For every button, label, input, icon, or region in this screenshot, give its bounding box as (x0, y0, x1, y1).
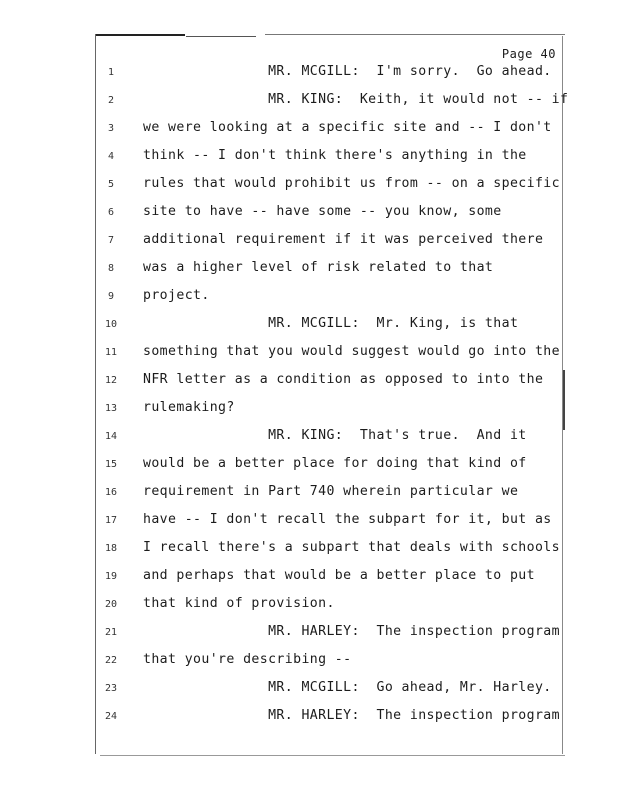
border-line-bottom (100, 755, 565, 756)
page-number-label: Page 40 (501, 47, 556, 61)
line-number: 17 (104, 515, 118, 526)
line-number: 15 (104, 459, 118, 470)
transcript-line (0, 510, 618, 532)
transcript-line (0, 370, 618, 392)
line-number: 13 (104, 403, 118, 414)
line-text: requirement in Part 740 wherein particular we (143, 484, 519, 499)
line-number: 5 (107, 179, 115, 190)
line-text: MR. MCGILL: I'm sorry. Go ahead. (143, 64, 552, 79)
transcript-line (0, 538, 618, 560)
line-number: 21 (104, 627, 118, 638)
line-number: 10 (104, 319, 118, 330)
line-text: MR. KING: That's true. And it (143, 428, 527, 443)
line-number: 24 (104, 711, 118, 722)
transcript-line (0, 622, 618, 644)
transcript-line (0, 678, 618, 700)
line-text: MR. MCGILL: Go ahead, Mr. Harley. (143, 680, 552, 695)
line-text: that you're describing -- (143, 652, 352, 667)
transcript-line (0, 230, 618, 252)
line-number: 3 (107, 123, 115, 134)
line-number: 4 (107, 151, 115, 162)
transcript-line (0, 482, 618, 504)
line-text: and perhaps that would be a better place to put (143, 568, 535, 583)
line-text: think -- I don't think there's anything in the (143, 148, 527, 163)
transcript-line (0, 342, 618, 364)
line-number: 23 (104, 683, 118, 694)
line-text: was a higher level of risk related to that (143, 260, 494, 275)
line-text: rules that would prohibit us from -- on a specific (143, 176, 560, 191)
line-text: that kind of provision. (143, 596, 335, 611)
line-text: something that you would suggest would go into the (143, 344, 560, 359)
line-text: additional requirement if it was perceived there (143, 232, 544, 247)
line-number: 20 (104, 599, 118, 610)
transcript-line (0, 146, 618, 168)
line-number: 9 (107, 291, 115, 302)
border-line-top (265, 34, 565, 35)
line-text: have -- I don't recall the subpart for it, but as (143, 512, 552, 527)
transcript-line (0, 286, 618, 308)
line-number: 16 (104, 487, 118, 498)
line-number: 14 (104, 431, 118, 442)
transcript-line (0, 426, 618, 448)
line-number: 1 (107, 67, 115, 78)
line-text: MR. KING: Keith, it would not -- if (143, 92, 569, 107)
border-line-top (186, 36, 256, 37)
transcript-line (0, 118, 618, 140)
transcript-line (0, 90, 618, 112)
line-number: 2 (107, 95, 115, 106)
transcript-line (0, 594, 618, 616)
line-number: 19 (104, 571, 118, 582)
line-text: MR. HARLEY: The inspection program (143, 624, 560, 639)
transcript-line (0, 650, 618, 672)
line-text: I recall there's a subpart that deals with schools (143, 540, 560, 555)
transcript-line (0, 62, 618, 84)
line-text: site to have -- have some -- you know, some (143, 204, 502, 219)
transcript-line (0, 398, 618, 420)
line-text: project. (143, 288, 210, 303)
transcript-line (0, 314, 618, 336)
line-text: would be a better place for doing that kind of (143, 456, 527, 471)
line-number: 7 (107, 235, 115, 246)
line-number: 22 (104, 655, 118, 666)
line-number: 18 (104, 543, 118, 554)
line-number: 6 (107, 207, 115, 218)
transcript-line (0, 202, 618, 224)
line-number: 12 (104, 375, 118, 386)
transcript-line (0, 174, 618, 196)
transcript-line (0, 706, 618, 728)
line-number: 11 (104, 347, 118, 358)
transcript-line (0, 454, 618, 476)
line-text: we were looking at a specific site and -- I don't (143, 120, 552, 135)
transcript-line (0, 566, 618, 588)
line-text: MR. HARLEY: The inspection program (143, 708, 560, 723)
line-number: 8 (107, 263, 115, 274)
border-line-top (95, 34, 185, 36)
line-text: NFR letter as a condition as opposed to into the (143, 372, 544, 387)
border-line-left (95, 34, 96, 754)
line-text: rulemaking? (143, 400, 235, 415)
transcript-line (0, 258, 618, 280)
line-text: MR. MCGILL: Mr. King, is that (143, 316, 519, 331)
